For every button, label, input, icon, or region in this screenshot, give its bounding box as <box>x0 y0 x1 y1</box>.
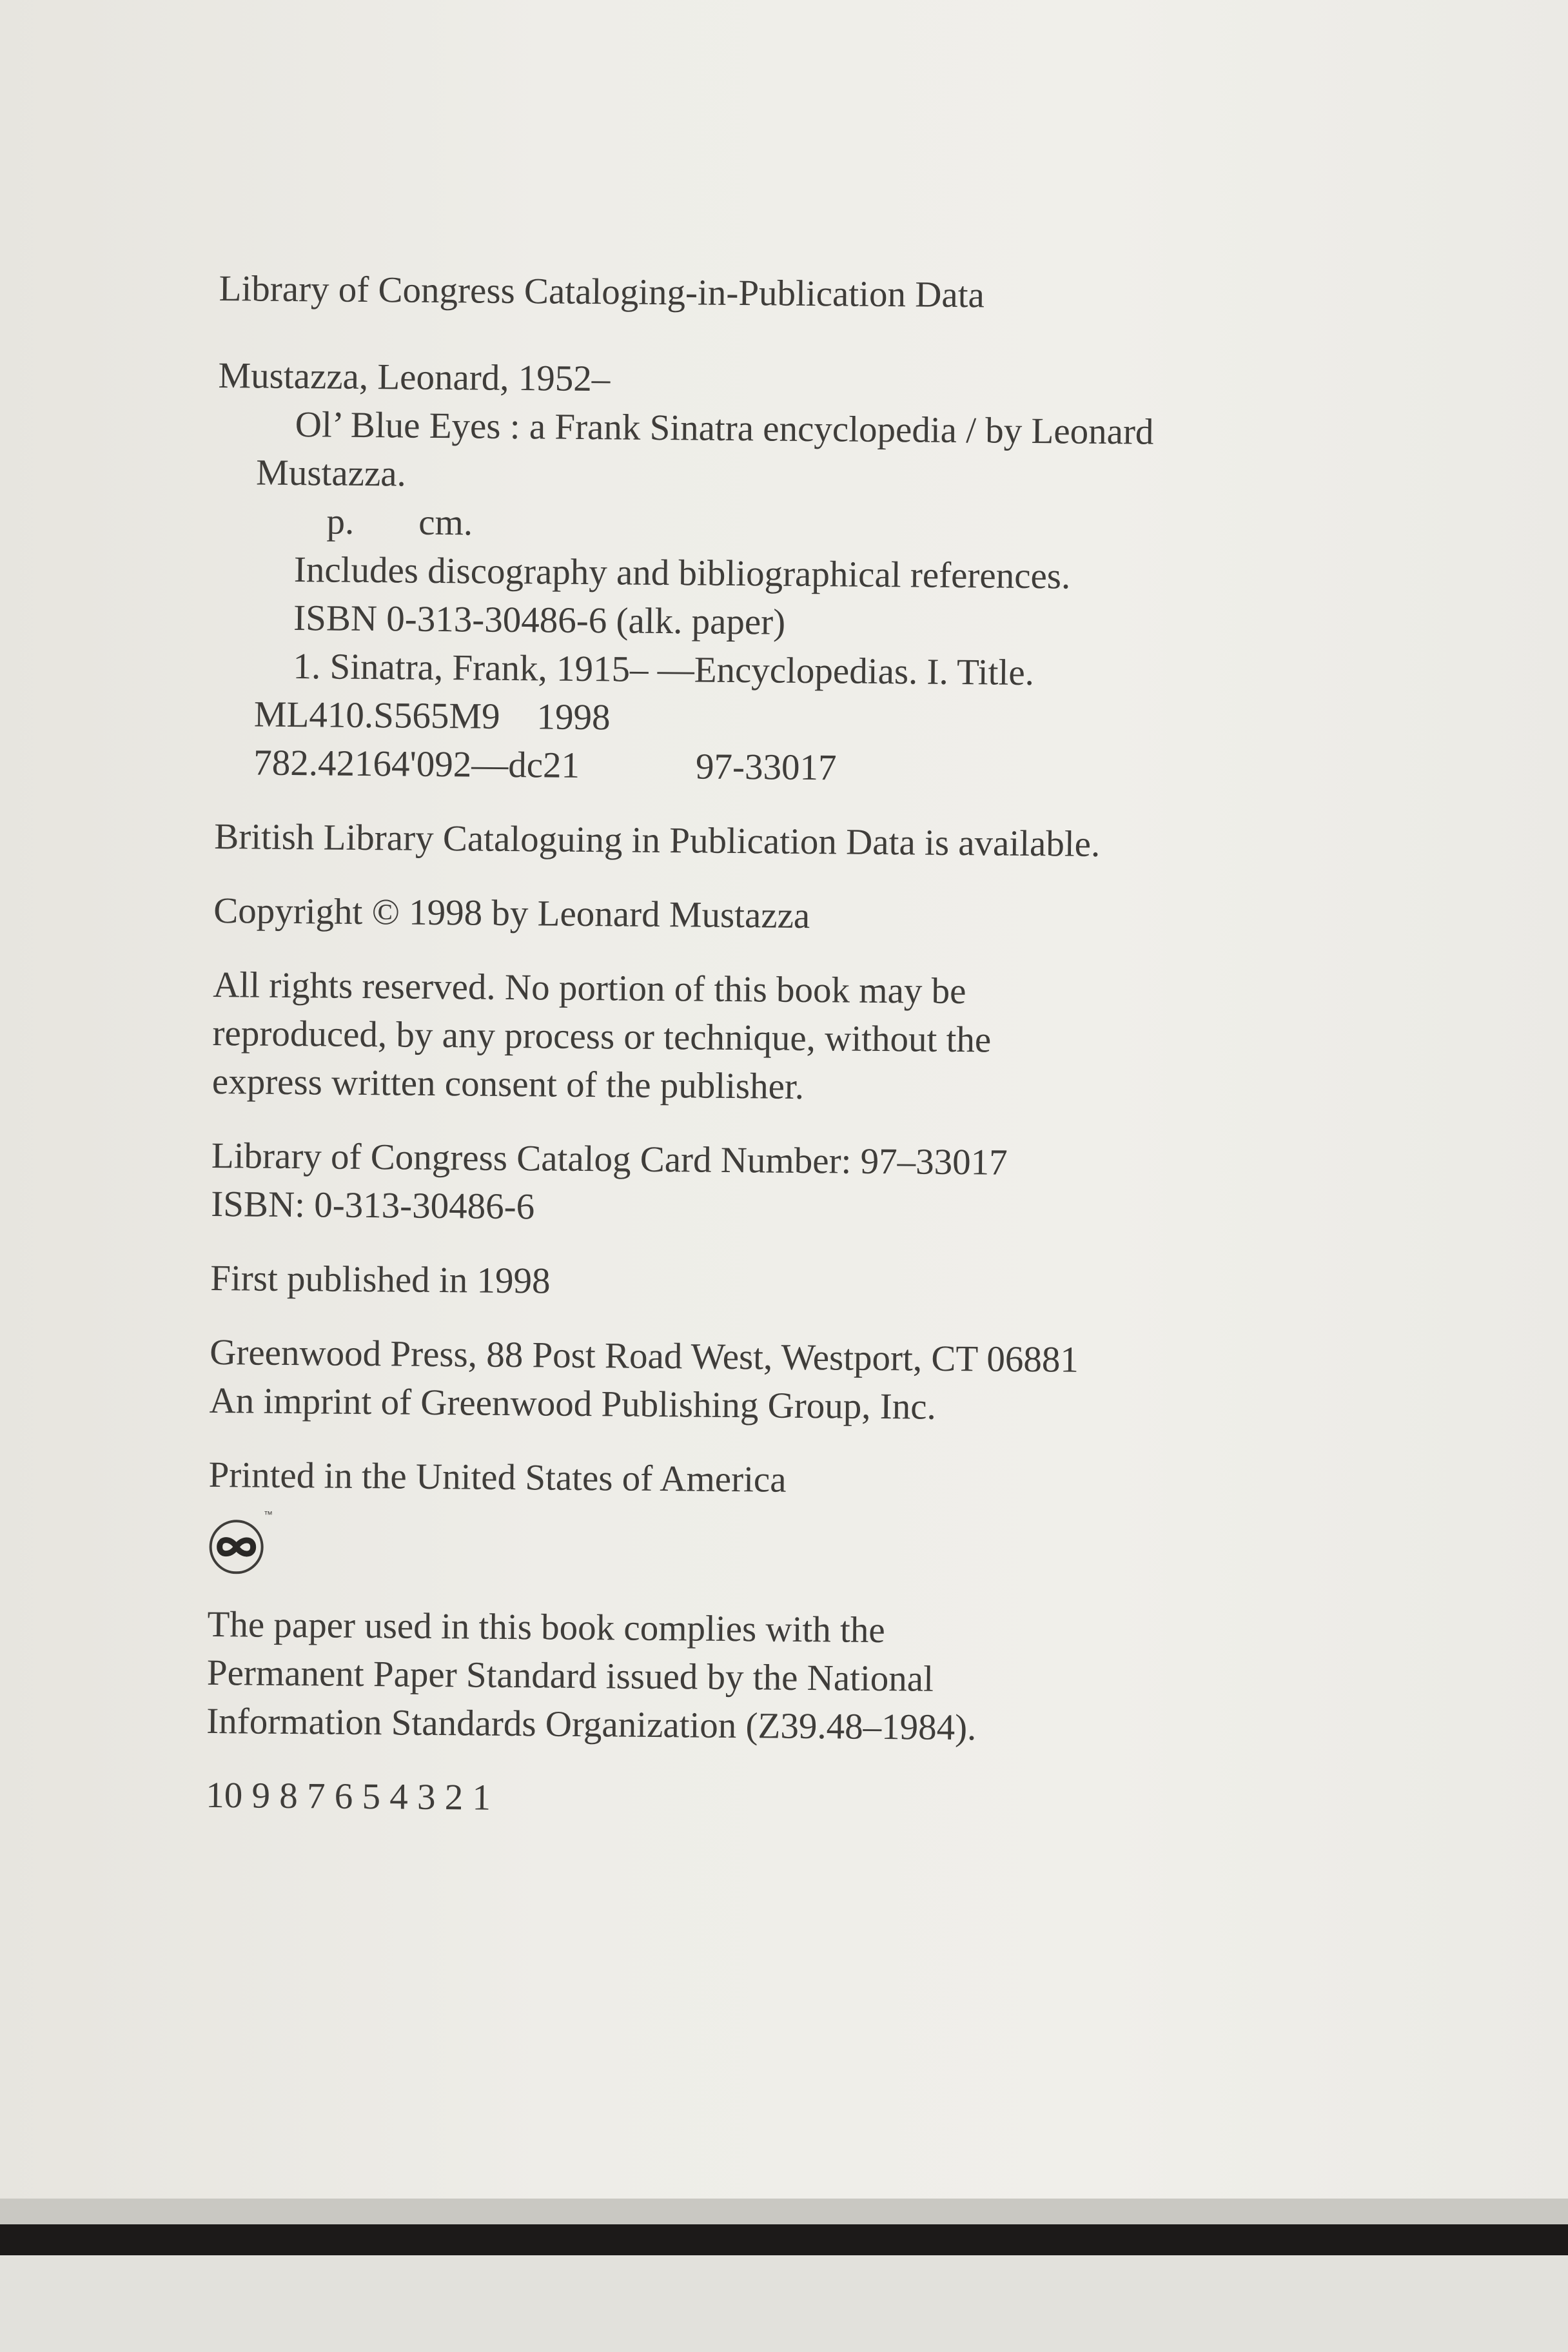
rights-line-3: express written consent of the publisher. <box>211 1061 805 1107</box>
cip-author: Mustazza, Leonard, 1952– <box>218 355 611 400</box>
book-cover-dark-board <box>0 2224 1568 2255</box>
cip-call-year: 1998 <box>536 696 611 738</box>
cip-call-number: ML410.S565M9 <box>253 694 500 737</box>
cip-title-line: Ol’ Blue Eyes : a Frank Sinatra encyclopedia / by Leonard <box>295 404 1154 453</box>
printed-in: Printed in the United States of America <box>208 1454 787 1500</box>
paper-notice-line-3: Information Standards Organization (Z39.48–1984). <box>206 1700 977 1749</box>
cip-includes: Includes discography and bibliographical references. <box>293 549 1071 597</box>
catalog-card-number: Library of Congress Catalog Card Number: 97–33017 <box>211 1135 1008 1183</box>
cip-pages: p. <box>326 501 355 542</box>
cip-heading: Library of Congress Cataloging-in-Publication Data <box>219 268 985 316</box>
cip-subject: 1. Sinatra, Frank, 1915– —Encyclopedias. I. Title. <box>293 646 1035 694</box>
infinity-permanent-paper-icon <box>208 1509 273 1574</box>
cip-isbn: ISBN 0-313-30486-6 (alk. paper) <box>293 598 786 643</box>
publisher-imprint: An imprint of Greenwood Publishing Group, Inc. <box>209 1380 937 1427</box>
cip-author-continued: Mustazza. <box>255 452 407 495</box>
publisher-address: Greenwood Press, 88 Post Road West, Westport, CT 06881 <box>209 1331 1079 1380</box>
paper-notice-line-2: Permanent Paper Standard issued by the National <box>206 1652 934 1700</box>
book-cover-edge <box>0 2199 1568 2224</box>
isbn-line: ISBN: 0-313-30486-6 <box>211 1183 535 1228</box>
printing-number-line: 10 9 8 7 6 5 4 3 2 1 <box>206 1774 491 1818</box>
trademark-mark: ™ <box>264 1509 273 1520</box>
cip-dewey-line <box>215 738 1376 797</box>
cip-dewey: 782.42164'092—dc21 <box>253 742 580 786</box>
cip-lccn: 97-33017 <box>695 746 837 789</box>
photo-backdrop <box>0 2255 1568 2352</box>
paper-notice-line-1: The paper used in this book complies with the <box>207 1603 885 1651</box>
british-library-notice: British Library Cataloguing in Publication Data is available. <box>213 816 1101 865</box>
first-published: First published in 1998 <box>210 1257 551 1302</box>
copyright-line: Copyright © 1998 by Leonard Mustazza <box>213 890 810 937</box>
cip-cm: cm. <box>418 502 473 544</box>
rights-line-2: reproduced, by any process or technique, without the <box>212 1012 992 1061</box>
rights-line-1: All rights reserved. No portion of this book may be <box>212 964 966 1012</box>
copyright-text-block <box>206 264 1380 1830</box>
